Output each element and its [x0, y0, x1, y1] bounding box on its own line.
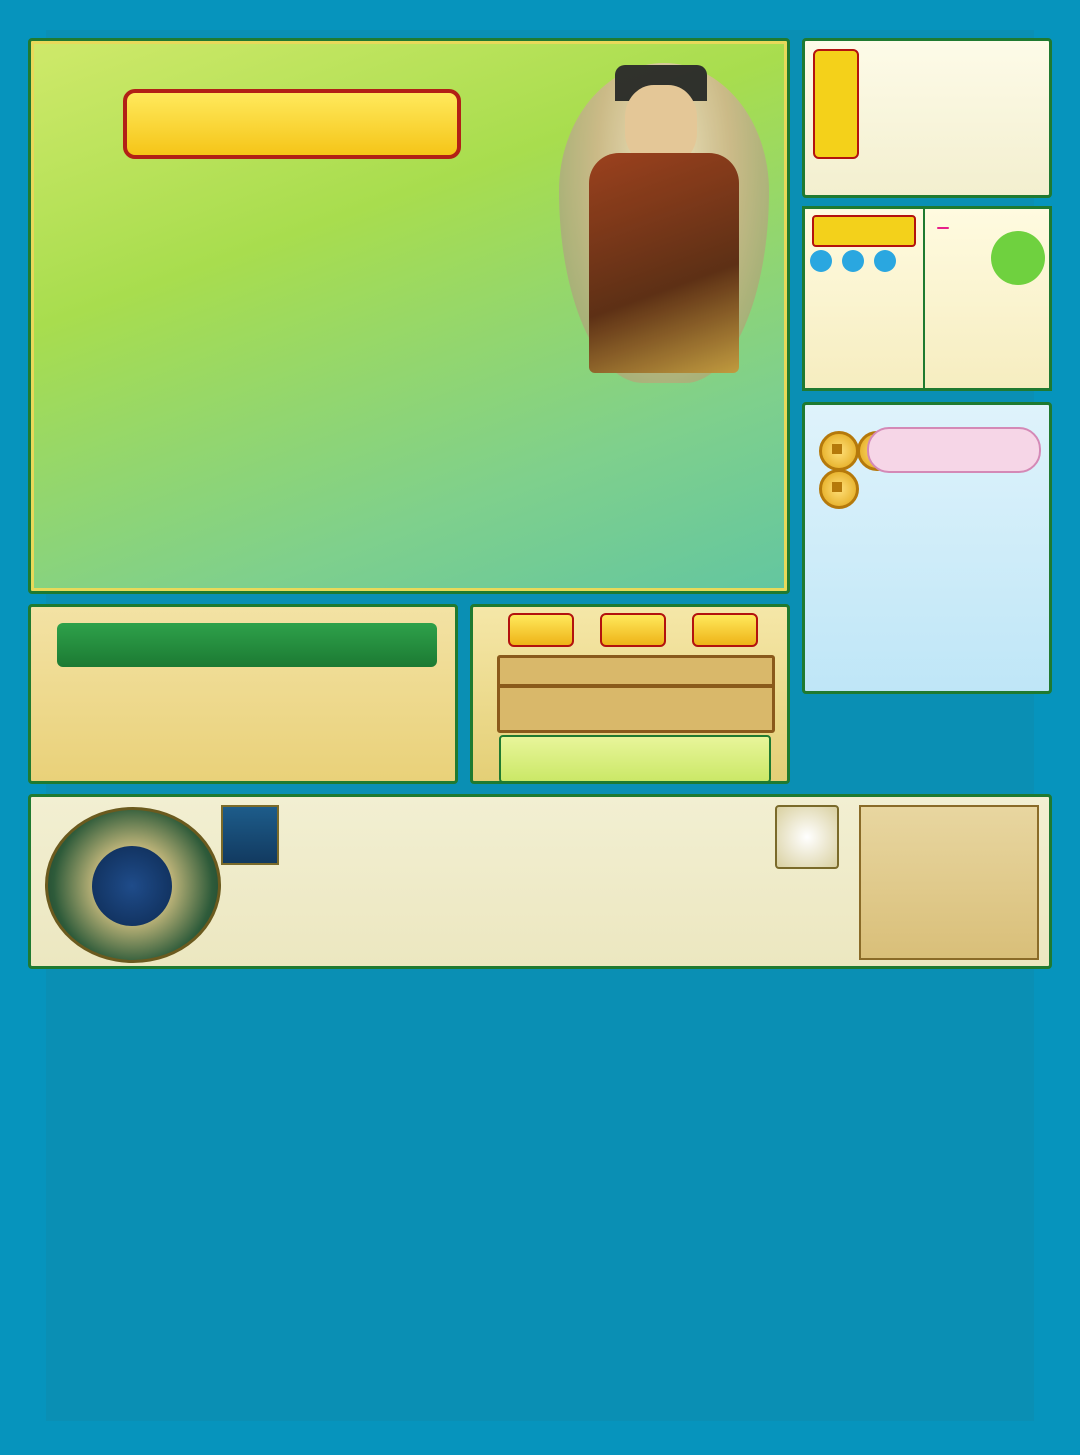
gift-ball — [842, 250, 864, 272]
coin-icon — [819, 469, 859, 509]
special-code-range-panel — [802, 38, 1052, 198]
taoist-illustration — [559, 63, 769, 383]
abacus-board — [497, 655, 775, 733]
current-draw-header — [812, 215, 916, 247]
feature-right-column — [859, 805, 1039, 960]
poster-content — [20, 4, 1060, 1444]
abacus-header — [473, 613, 793, 647]
guess-title — [931, 215, 1049, 233]
feature-title — [259, 803, 819, 843]
range-badge — [813, 49, 859, 159]
coin-icon — [819, 431, 859, 471]
xuanji-title — [123, 89, 461, 159]
feature-panel — [28, 794, 1052, 969]
compass-illustration — [45, 807, 221, 963]
gold-strategy-panel — [28, 604, 458, 784]
yishu-forum-panel — [802, 402, 1052, 694]
zodiac-text-grid — [28, 1028, 1052, 1418]
gift-ball — [810, 250, 832, 272]
zodiac-image-strip — [28, 976, 1052, 1024]
abacus-footer — [499, 735, 771, 783]
abacus-header-word — [600, 613, 666, 647]
compass-center — [92, 846, 172, 926]
gift-row — [810, 250, 1052, 276]
abacus-divider — [500, 684, 772, 688]
secret-image-pill — [937, 227, 949, 229]
abacus-header-word — [508, 613, 574, 647]
secret-detail-block — [802, 244, 1052, 392]
abacus-header-word — [692, 613, 758, 647]
forum-title — [867, 427, 1041, 473]
abacus-panel — [470, 604, 790, 784]
xuanji-panel — [28, 38, 790, 594]
gold-banner — [57, 623, 437, 667]
taoist-robe — [589, 153, 739, 373]
gift-ball — [874, 250, 896, 272]
